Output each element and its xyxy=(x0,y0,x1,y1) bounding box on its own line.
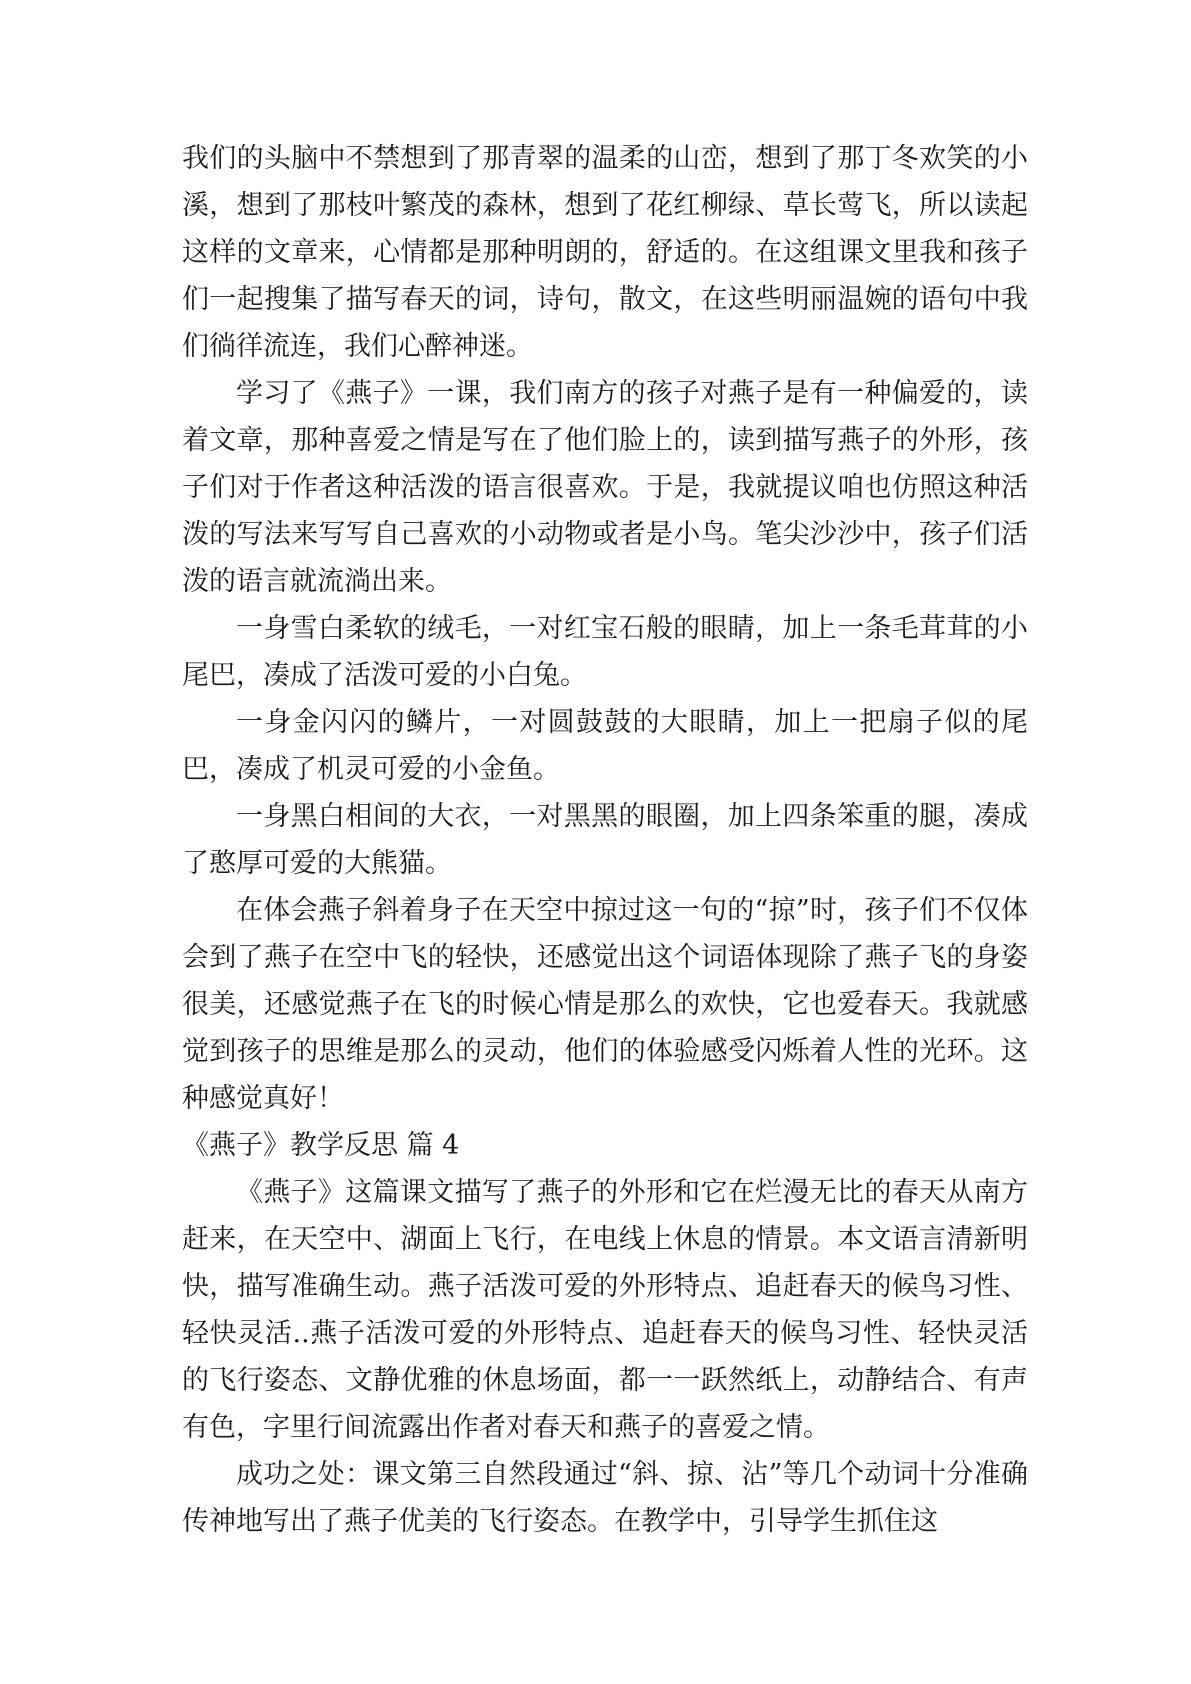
paragraph: 一身金闪闪的鳞片，一对圆鼓鼓的大眼睛，加上一把扇子似的尾巴，凑成了机灵可爱的小金鱼。 xyxy=(182,707,1028,785)
paragraph: 一身雪白柔软的绒毛，一对红宝石般的眼睛，加上一条毛茸茸的小尾巴，凑成了活泼可爱的小白兔。 xyxy=(182,613,1028,691)
paragraph: 《燕子》这篇课文描写了燕子的外形和它在烂漫无比的春天从南方赶来，在天空中、湖面上飞行，在电线上休息的情景。本文语言清新明快，描写准确生动。燕子活泼可爱的外形特点、追赶春天的候鸟习性、轻快灵活..燕子活泼可爱的外形特点、追赶春天的候鸟习性、轻快灵活的飞行姿态、文静优雅的休息场面，都一一跃然纸上，动静结合、有声有色，字里行间流露出作者对春天和燕子的喜爱之情。 xyxy=(182,1177,1028,1443)
paragraph: 在体会燕子斜着身子在天空中掠过这一句的“掠”时，孩子们不仅体会到了燕子在空中飞的轻快，还感觉出这个词语体现除了燕子飞的身姿很美，还感觉燕子在飞的时候心情是那么的欢快，它也爱春天。我就感觉到孩子的思维是那么的灵动，他们的体验感受闪烁着人性的光环。这种感觉真好！ xyxy=(182,895,1028,1114)
paragraph: 学习了《燕子》一课，我们南方的孩子对燕子是有一种偏爱的，读着文章，那种喜爱之情是写在了他们脸上的，读到描写燕子的外形，孩子们对于作者这种活泼的语言很喜欢。于是，我就提议咱也仿照这种活泼的写法来写写自己喜欢的小动物或者是小鸟。笔尖沙沙中，孩子们活泼的语言就流淌出来。 xyxy=(182,378,1028,597)
paragraph: 成功之处：课文第三自然段通过“斜、掠、沾”等几个动词十分准确传神地写出了燕子优美的飞行姿态。在教学中，引导学生抓住这 xyxy=(182,1459,1028,1537)
section-heading: 《燕子》教学反思 篇 4 xyxy=(182,1130,460,1161)
document-body xyxy=(182,135,1028,1545)
paragraph: 一身黑白相间的大衣，一对黑黑的眼圈，加上四条笨重的腿，凑成了憨厚可爱的大熊猫。 xyxy=(182,801,1028,879)
paragraph-continuation: 我们的头脑中不禁想到了那青翠的温柔的山峦，想到了那丁冬欢笑的小溪，想到了那枝叶繁茂的森林，想到了花红柳绿、草长莺飞，所以读起这样的文章来，心情都是那种明朗的，舒适的。在这组课文里我和孩子们一起搜集了描写春天的词，诗句，散文，在这些明丽温婉的语句中我们徜徉流连，我们心醉神迷。 xyxy=(182,143,1028,362)
